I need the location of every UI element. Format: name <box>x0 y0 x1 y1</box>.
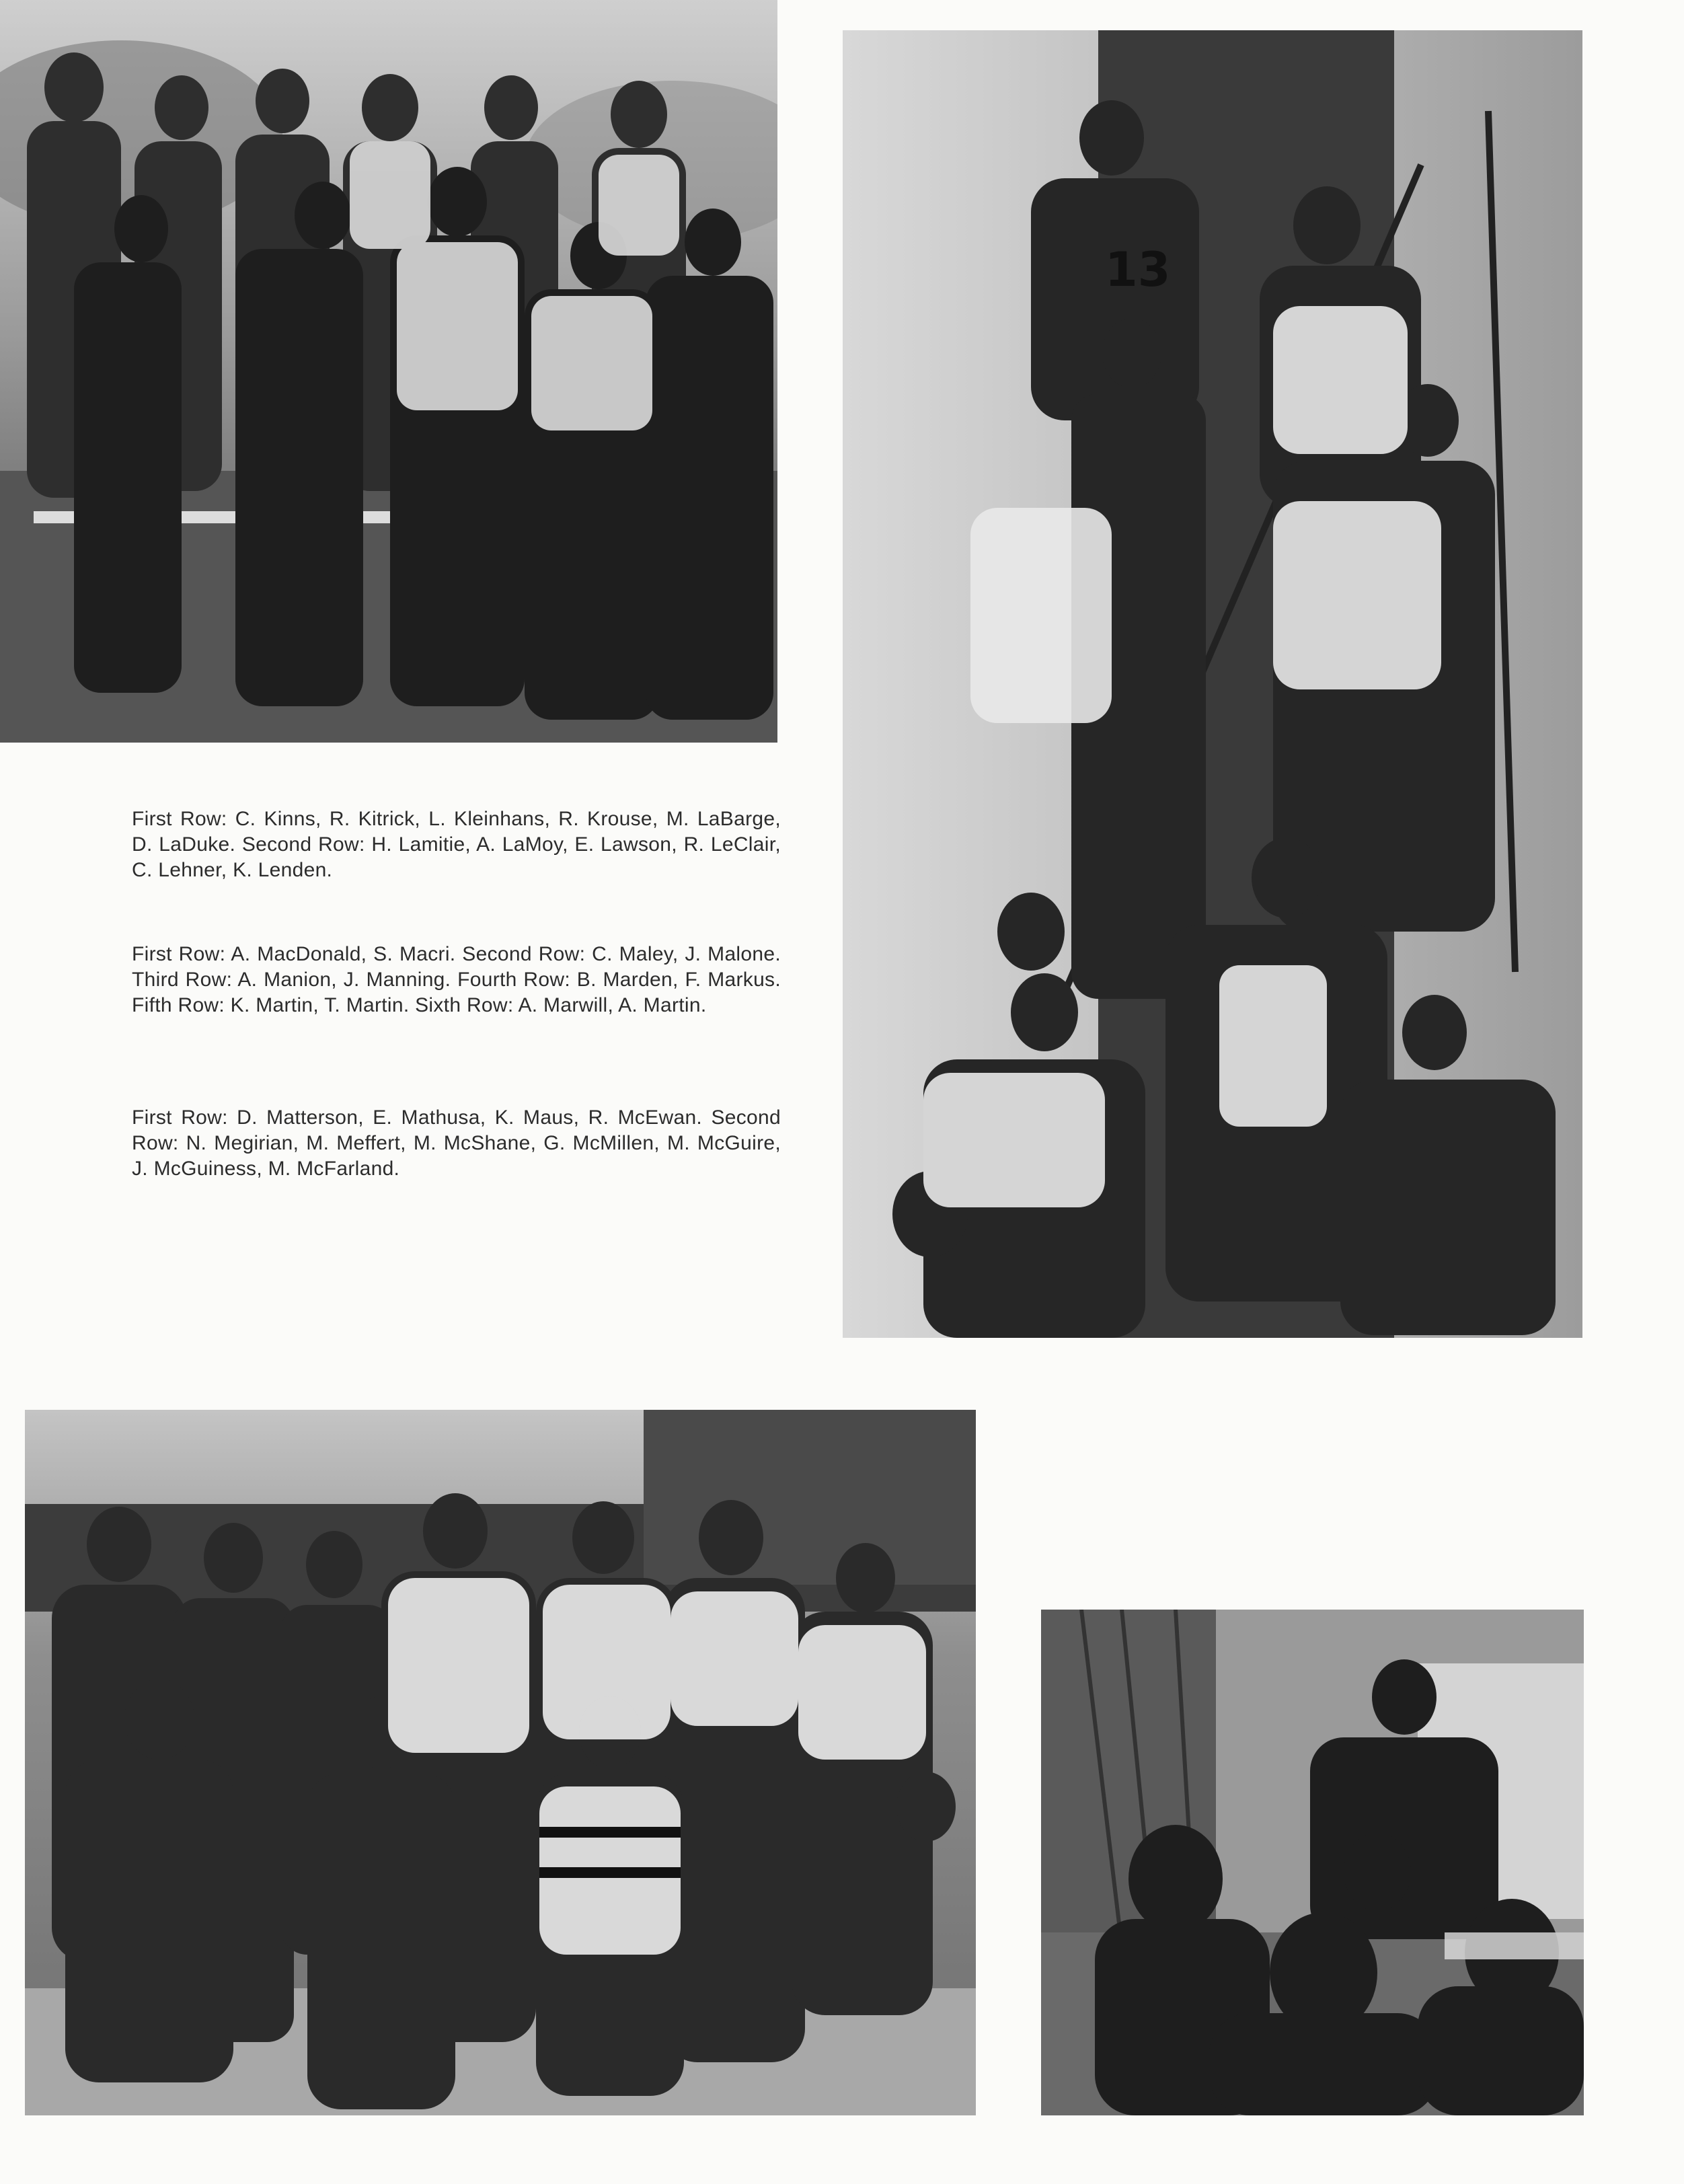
caption-outdoor-group <box>132 806 781 883</box>
caption-stairs-group <box>132 942 781 1018</box>
photo-building-group <box>25 1410 976 2115</box>
photo-stairs-group <box>843 30 1582 1338</box>
group-portrait-icon <box>25 1410 976 2115</box>
group-portrait-icon <box>843 30 1582 1338</box>
svg-text:13: 13 <box>1105 242 1171 297</box>
caption-text: First Row: A. MacDonald, S. Macri. Second Row: C. Maley, J. Malone. Third Row: A. Manion, J. Manning. Fourth Row: B. Marden, F. Markus. Fifth Row: K. Martin, T. Martin. Sixth Row: A. Marwill, A. Martin. <box>132 943 781 1016</box>
caption-text: First Row: D. Matterson, E. Mathusa, K. Maus, R. McEwan. Second Row: N. Megirian, M. Meffert, M. McShane, G. McMillen, M. McGuire, J. McGuiness, M. McFarland. <box>132 1106 781 1180</box>
photo-outdoor-group <box>0 0 777 743</box>
caption-building-group <box>132 1105 781 1182</box>
caption-text: First Row: C. Kinns, R. Kitrick, L. Kleinhans, R. Krouse, M. LaBarge, D. LaDuke. Second Row: H. Lamitie, A. LaMoy, E. Lawson, R. LeClair, C. Lehner, K. Lenden. <box>132 808 781 881</box>
candid-photo-icon <box>1041 1610 1584 2115</box>
group-portrait-icon <box>0 0 777 743</box>
photo-classroom <box>1041 1610 1584 2115</box>
